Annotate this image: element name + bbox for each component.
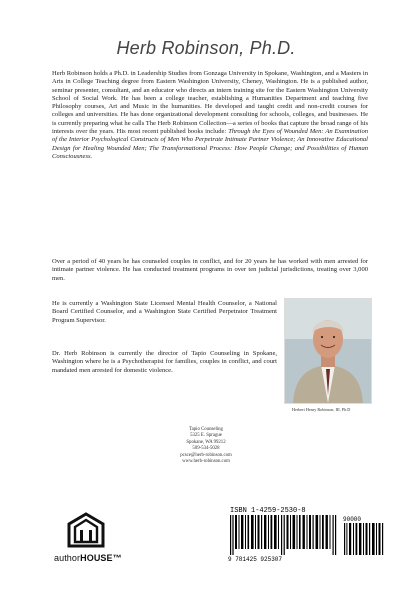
address-city: Spokane, WA 99212	[186, 439, 226, 445]
bio-paragraph-2: Over a period of 40 years he has counseled couples in conflict, and for 20 years he has worked with men arrested for intimate partner violence. He has conducted treatment programs in over ten judicial jurisdictions, treating over 3,000 men.	[52, 258, 368, 282]
brand-prefix: author	[54, 553, 81, 563]
photo-caption: Herbert Henry Robinson, III, Ph.D	[292, 407, 351, 412]
bio-paragraph-1-text: Herb Robinson holds a Ph.D. in Leadership Studies from Gonzaga University in Spokane, Washington, and a Masters in Arts in College Teaching degree from Eastern Washington University, Cheney, Washington. He is a published author, seminar presenter, consultant, and an educator who directs an intern training site for the Eastern Washington University School of Social Work. He has been a college teacher, establishing a Humanities Department and teaching five Philosophy courses, Art and Music in the humanities. He developed and taught credit and non-credit courses for colleges and universities. He has done organizational development consulting for schools, colleges, and businesses. He is currently preparing what he calls The Herb Robinson Collection—a series of books that capture the broad range of his interests over the years. His most recent published books include:	[52, 70, 368, 136]
barcode-digits: 9 781425 925307	[228, 556, 283, 563]
address-web: www.herb-robinson.com	[182, 459, 230, 465]
book-titles: Through the Eyes of Wounded Men: An Examination of the Interior Psychological Constructs of Men Who Perpetrate Intimate Partner Violence; An Innovative Educational Design for Healing Wounded Men; The Transformational Process: How People Change; and Possibilities of Human Consciousness.	[52, 128, 368, 160]
authorhouse-logo-icon	[66, 512, 106, 548]
price-code: 90000	[343, 516, 362, 523]
isbn-barcode	[230, 515, 340, 555]
brand-suffix: HOUSE™	[80, 553, 122, 563]
address-email: pcsce@herb-robinson.com	[180, 452, 232, 458]
isbn-text: ISBN 1-4259-2530-8	[230, 507, 306, 515]
price-barcode	[344, 523, 384, 555]
publisher-brand	[54, 553, 122, 563]
contact-address	[0, 427, 412, 465]
author-photo	[284, 298, 372, 404]
bio-paragraph-4: Dr. Herb Robinson is currently the director of Tapio Counseling in Spokane, Washington where he is a Psychotherapist for families, couples in conflict, and court mandated men arrested for domestic violence.	[52, 350, 277, 374]
address-name: Tapio Counseling	[189, 427, 223, 432]
bio-paragraph-1	[52, 70, 368, 161]
address-street: 5325 E. Sprague	[190, 433, 222, 439]
address-phone: 509-534-5028	[192, 446, 220, 452]
author-title: Herb Robinson, Ph.D.	[116, 38, 296, 58]
bio-paragraph-3: He is currently a Washington State Licensed Mental Health Counselor, a National Board Certified Counselor, and a Washington State Certified Perpetrator Treatment Program Supervisor.	[52, 300, 277, 324]
